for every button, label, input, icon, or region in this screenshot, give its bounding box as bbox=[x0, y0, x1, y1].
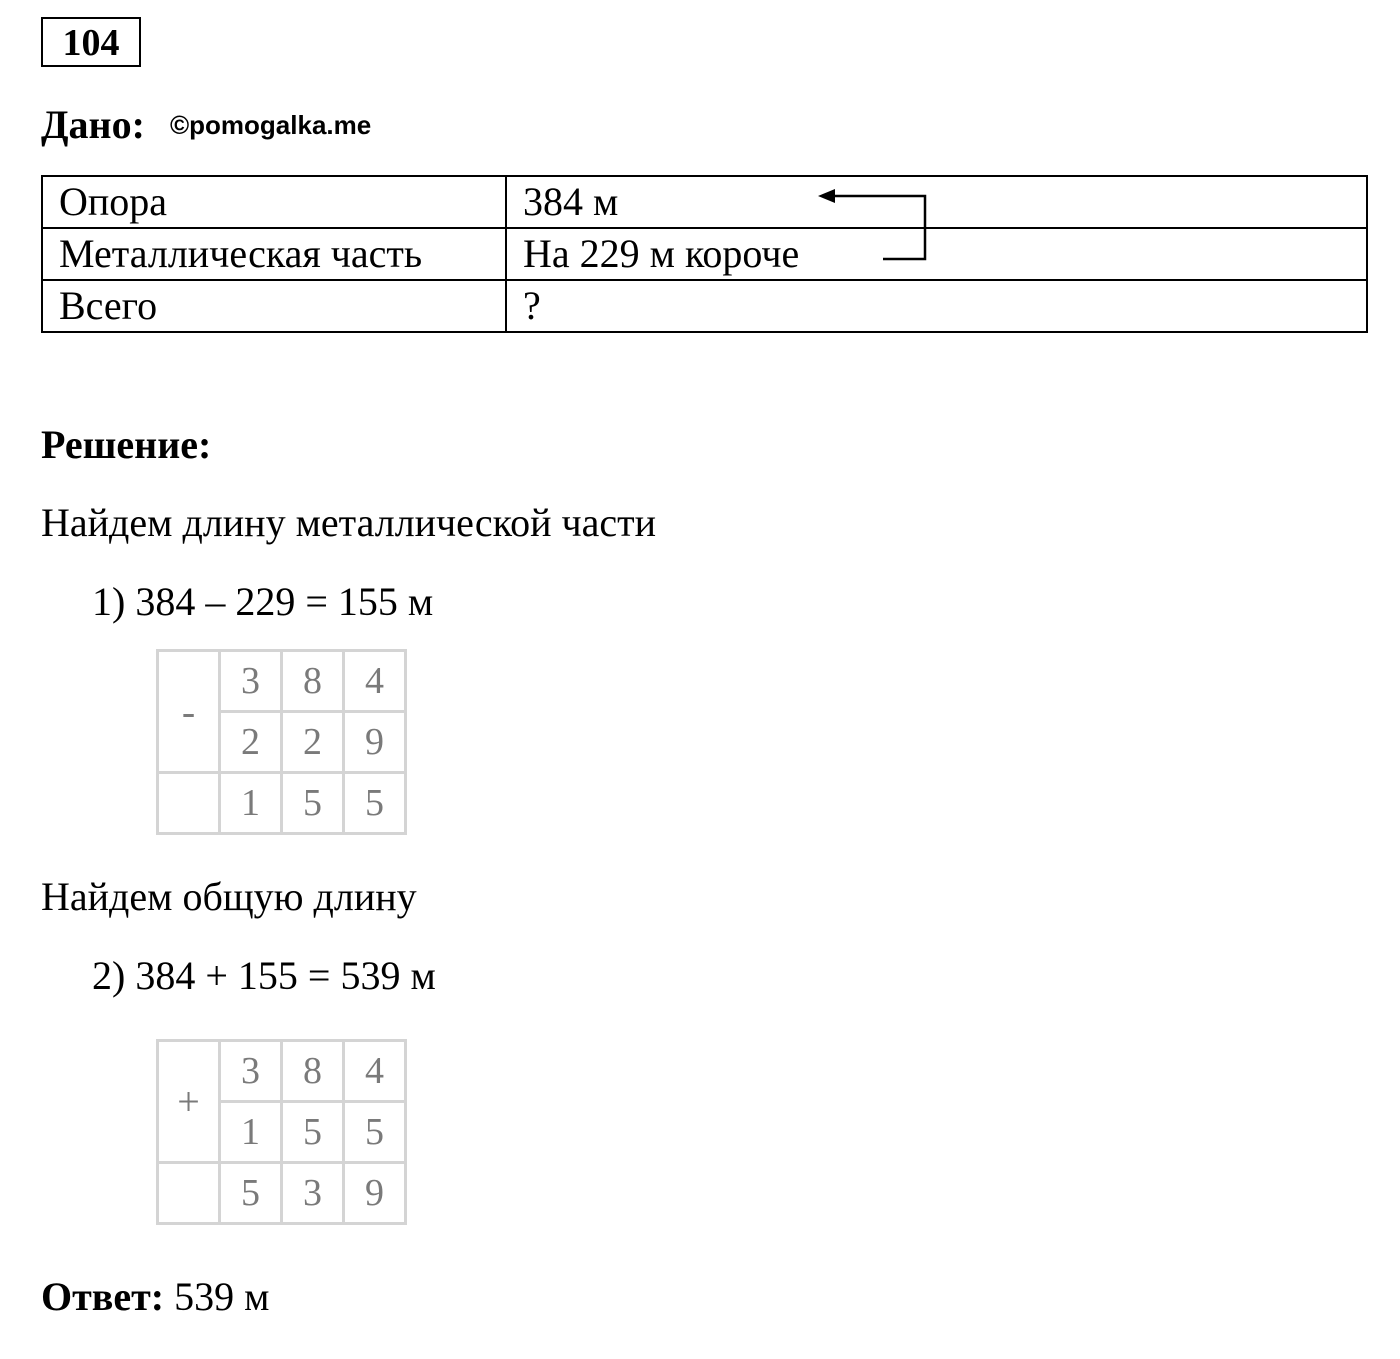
given-value: ? bbox=[506, 280, 1367, 332]
digit: 2 bbox=[220, 712, 282, 773]
given-table bbox=[41, 175, 1368, 333]
digit: 1 bbox=[220, 1102, 282, 1163]
task-number: 104 bbox=[41, 17, 141, 67]
result-digit: 5 bbox=[344, 773, 406, 834]
step2-text: Найдем общую длину bbox=[41, 874, 417, 919]
comparison-arrow-icon bbox=[815, 182, 935, 267]
result-digit: 1 bbox=[220, 773, 282, 834]
answer-line bbox=[41, 1272, 269, 1322]
given-label: Опора bbox=[42, 176, 506, 228]
result-digit: 3 bbox=[282, 1163, 344, 1224]
empty-cell bbox=[158, 1163, 220, 1224]
digit: 2 bbox=[282, 712, 344, 773]
digit: 5 bbox=[282, 1102, 344, 1163]
result-digit: 5 bbox=[282, 773, 344, 834]
given-heading: Дано: bbox=[41, 102, 145, 147]
result-digit: 9 bbox=[344, 1163, 406, 1224]
step1-text: Найдем длину металлической части bbox=[41, 500, 656, 545]
result-digit: 5 bbox=[220, 1163, 282, 1224]
digit: 4 bbox=[344, 651, 406, 712]
step1-equation: 1) 384 – 229 = 155 м bbox=[92, 579, 434, 624]
digit: 8 bbox=[282, 1041, 344, 1102]
digit: 8 bbox=[282, 651, 344, 712]
answer-value: 539 м bbox=[174, 1274, 270, 1319]
given-row-total bbox=[42, 280, 1367, 332]
plus-sign: + bbox=[158, 1041, 220, 1163]
column-addition bbox=[156, 1039, 407, 1225]
answer-label: Ответ: bbox=[41, 1274, 165, 1319]
digit: 4 bbox=[344, 1041, 406, 1102]
watermark: ©pomogalka.me bbox=[170, 110, 372, 140]
given-label: Металлическая часть bbox=[42, 228, 506, 280]
given-row-metal-part bbox=[42, 228, 1367, 280]
given-value: На 229 м короче bbox=[506, 228, 1367, 280]
minus-sign: - bbox=[158, 651, 220, 773]
digit: 5 bbox=[344, 1102, 406, 1163]
given-label: Всего bbox=[42, 280, 506, 332]
given-row-support bbox=[42, 176, 1367, 228]
step2-equation: 2) 384 + 155 = 539 м bbox=[92, 953, 436, 998]
digit: 9 bbox=[344, 712, 406, 773]
solution-heading: Решение: bbox=[41, 422, 212, 467]
column-subtraction bbox=[156, 649, 407, 835]
given-value: 384 м bbox=[506, 176, 1367, 228]
digit: 3 bbox=[220, 651, 282, 712]
empty-cell bbox=[158, 773, 220, 834]
digit: 3 bbox=[220, 1041, 282, 1102]
